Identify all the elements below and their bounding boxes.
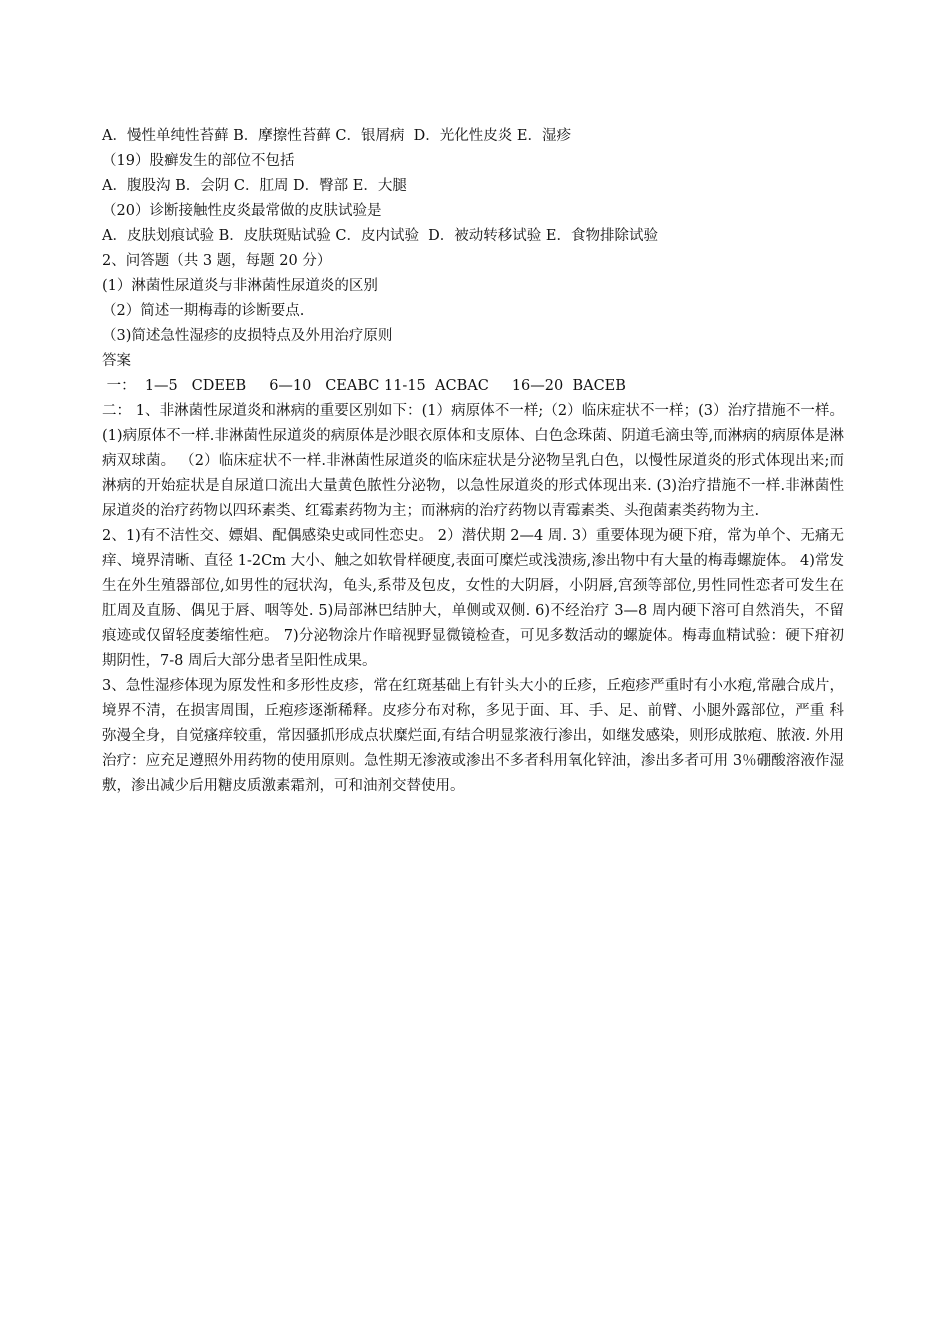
section-heading-essay: 2、问答题（共 3 题，每题 20 分） bbox=[102, 253, 332, 269]
essay-q1: (1）淋菌性尿道炎与非淋菌性尿道炎的区别 bbox=[102, 278, 378, 294]
answers-choice-key: 一： 1—5 CDEEB 6—10 CEABC 11-15 ACBAC 16—20 BACEB bbox=[102, 378, 626, 394]
essay-q3: （3)简述急性湿疹的皮损特点及外用治疗原则 bbox=[102, 328, 393, 344]
q19-options: A．腹股沟 B．会阴 C．肛周 D．臀部 E．大腿 bbox=[102, 178, 407, 194]
q19-question: （19）股癣发生的部位不包括 bbox=[102, 153, 295, 169]
document-body bbox=[102, 124, 844, 799]
q20-question: （20）诊断接触性皮炎最常做的皮肤试验是 bbox=[102, 203, 382, 219]
q20-options: A．皮肤划痕试验 B．皮肤斑贴试验 C．皮内试验 D．被动转移试验 E．食物排除试验 bbox=[102, 228, 658, 244]
q18-options: A．慢性单纯性苔藓 B．摩擦性苔藓 C．银屑病 D．光化性皮炎 E．湿疹 bbox=[102, 128, 571, 144]
answer-part2-q3: 3、急性湿疹体现为原发性和多形性皮疹，常在红斑基础上有针头大小的丘疹，丘疱疹严重时有小水疱,常融合成片，境界不清，在损害周围，丘疱疹逐渐稀释。皮疹分布对称，多见于面、耳、手、足、前臂、小腿外露部位，严重 科弥漫全身，自觉瘙痒较重，常因骚抓形成点状糜烂面,有结合明显浆液行渗出，如继发感染，则形成脓疱、脓液. 外用治疗：应充足遵照外用药物的使用原则。急性期无渗液或渗出不多者科用氧化锌油，渗出多者可用 3％硼酸溶液作湿敷，渗出减少后用糖皮质激素霜剂，可和油剂交替使用。 bbox=[102, 678, 844, 794]
answer-part2-q1: 二： 1、非淋菌性尿道炎和淋病的重要区别如下：(1）病原体不一样;（2）临床症状不一样；(3）治疗措施不一样。 (1)病原体不一样.非淋菌性尿道炎的病原体是沙眼衣原体和支原体、白色念珠菌、阴道毛滴虫等,而淋病的病原体是淋病双球菌。 （2）临床症状不一样.非淋菌性尿道炎的临床症状是分泌物呈乳白色，以慢性尿道炎的形式体现出来;而淋病的开始症状是自尿道口流出大量黄色脓性分泌物，以急性尿道炎的形式体现出来. (3)治疗措施不一样.非淋菌性尿道炎的治疗药物以四环素类、红霉素药物为主；而淋病的治疗药物以青霉素类、头孢菌素类药物为主. bbox=[102, 403, 844, 519]
essay-q2: （2）简述一期梅毒的诊断要点. bbox=[102, 303, 305, 319]
answers-heading: 答案 bbox=[102, 353, 131, 369]
answer-part2-q2: 2、1)有不洁性交、嫖娼、配偶感染史或同性恋史。 2）潜伏期 2—4 周. 3）重要体现为硬下疳，常为单个、无痛无痒、境界清晰、直径 1-2Cm 大小、触之如软骨样硬度,表面可糜烂或浅溃疡,渗出物中有大量的梅毒螺旋体。 4)常发生在外生殖器部位,如男性的冠状沟，龟头,系带及包皮，女性的大阴唇，小阴唇,宫颈等部位,男性同性恋者可发生在肛周及直肠、偶见于唇、咽等处. 5)局部淋巴结肿大，单侧或双侧. 6)不经治疗 3—8 周内硬下溶可自然消失，不留痕迹或仅留轻度萎缩性疤。 7)分泌物涂片作暗视野显微镜检查，可见多数活动的螺旋体。梅毒血精试验：硬下疳初期阴性，7-8 周后大部分患者呈阳性成果。 bbox=[102, 528, 844, 669]
